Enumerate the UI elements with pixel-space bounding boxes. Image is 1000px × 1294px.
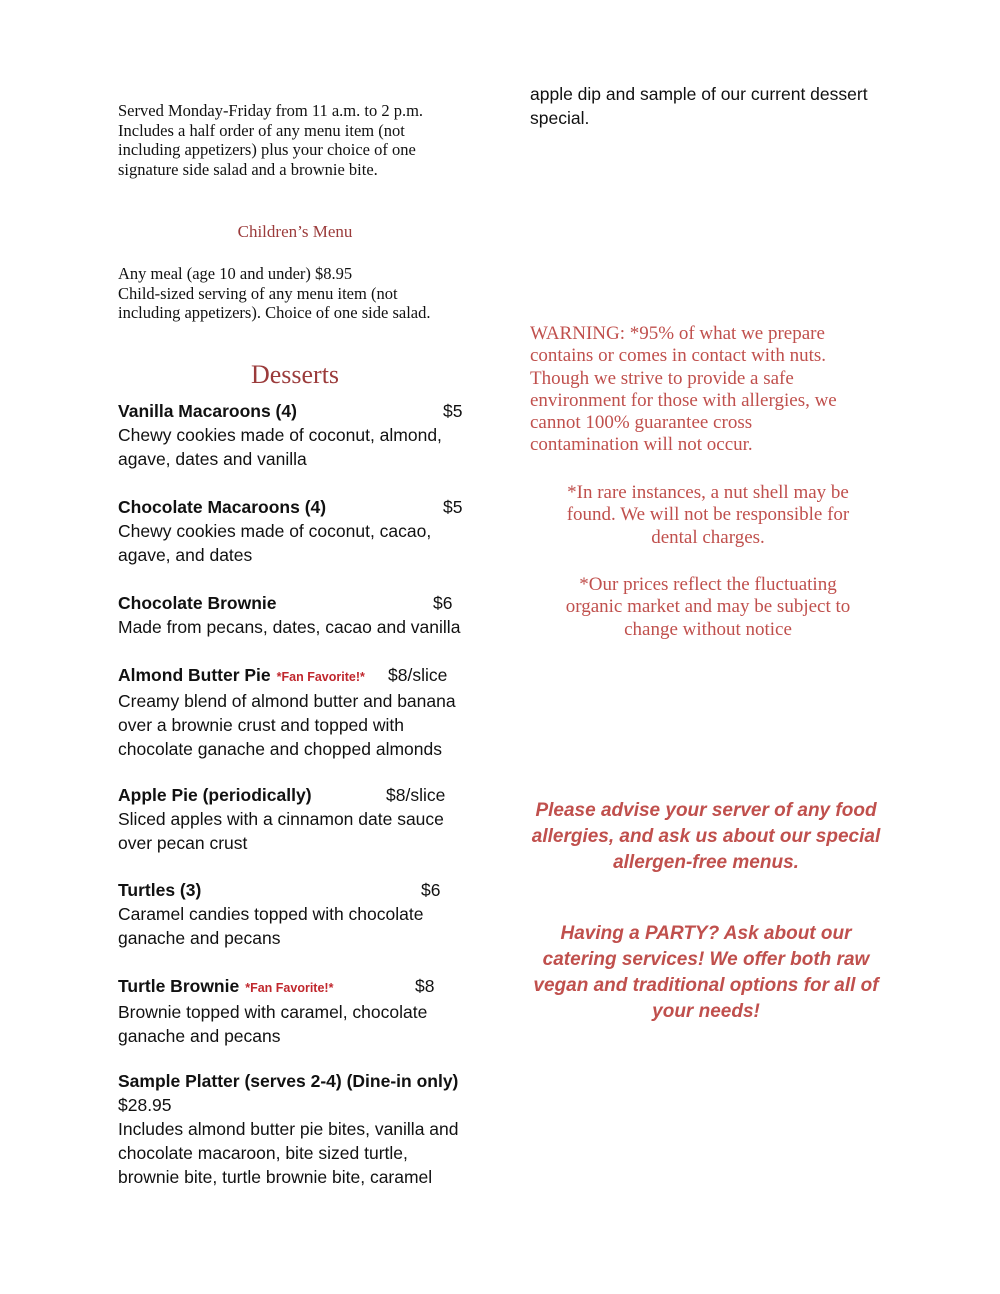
item-name: Chocolate Macaroons (4) <box>118 497 327 517</box>
lunch-line: Includes a half order of any menu item (not <box>118 120 405 140</box>
warning-line: Though we strive to provide a safe <box>530 367 794 389</box>
warning-line: contamination will not occur. <box>530 434 753 456</box>
children-line: Child-sized serving of any menu item (not <box>118 283 398 303</box>
desserts-heading: Desserts <box>250 360 340 389</box>
dessert-item-chocolate-macaroons <box>118 495 478 567</box>
nut-shell-note <box>527 482 889 549</box>
item-desc-line: Brownie topped with caramel, chocolate <box>118 1002 428 1022</box>
advise-line: allergen-free menus. <box>613 852 799 873</box>
warning-line: cannot 100% guarantee cross <box>530 412 753 434</box>
item-name: Sample Platter (serves 2-4) (Dine-in only) <box>118 1071 459 1091</box>
item-desc-line: chocolate ganache and chopped almonds <box>118 739 442 759</box>
warning-line: environment for those with allergies, we <box>530 389 837 411</box>
item-desc-line: Includes almond butter pie bites, vanilla and <box>118 1119 459 1139</box>
item-price: $28.95 <box>118 1095 172 1115</box>
item-name: Chocolate Brownie <box>118 593 277 613</box>
item-desc-line: chocolate macaroon, bite sized turtle, <box>118 1143 408 1163</box>
continued-line: special. <box>530 108 590 128</box>
note-line: *Our prices reflect the fluctuating <box>579 574 837 595</box>
sample-platter-continued <box>530 82 900 130</box>
note-line: found. We will not be responsible for <box>566 504 850 526</box>
childrens-menu-text <box>118 264 488 323</box>
note-line: dental charges. <box>651 526 765 548</box>
item-desc-line: ganache and pecans <box>118 1026 281 1046</box>
warning-line: WARNING: *95% of what we prepare <box>530 323 825 344</box>
lunch-line: signature side salad and a brownie bite. <box>118 159 378 179</box>
item-desc-line: Sliced apples with a cinnamon date sauce <box>118 809 444 829</box>
dessert-item-turtles <box>118 878 478 950</box>
children-line: including appetizers). Choice of one side salad. <box>118 303 431 322</box>
dessert-item-almond-butter-pie <box>118 663 478 761</box>
dessert-item-apple-pie <box>118 783 478 855</box>
note-line: organic market and may be subject to <box>565 596 851 618</box>
item-desc-line: Chewy cookies made of coconut, almond, <box>118 425 442 445</box>
item-desc-line: ganache and pecans <box>118 928 281 948</box>
item-price: $5 <box>443 401 463 421</box>
dessert-item-chocolate-brownie <box>118 591 478 639</box>
party-line: your needs! <box>652 1001 760 1022</box>
item-price: $6 <box>421 880 441 900</box>
lunch-description <box>118 101 478 179</box>
note-line: change without notice <box>624 618 792 640</box>
party-line: Having a PARTY? Ask about our <box>560 923 852 944</box>
warning-line: contains or comes in contact with nuts. <box>530 345 827 367</box>
item-name: Apple Pie (periodically) <box>118 785 312 805</box>
dessert-item-turtle-brownie <box>118 974 478 1048</box>
item-desc-line: over a brownie crust and topped with <box>118 715 404 735</box>
lunch-line: including appetizers) plus your choice of one <box>118 140 416 159</box>
item-price: $8/slice <box>386 785 446 805</box>
prices-note <box>527 574 889 641</box>
item-desc-line: Chewy cookies made of coconut, cacao, <box>118 521 432 541</box>
fan-favorite-badge: *Fan Favorite!* <box>245 981 334 995</box>
item-name: Turtle Brownie <box>118 976 240 996</box>
advise-line: allergies, and ask us about our special <box>531 826 881 847</box>
item-name: Turtles (3) <box>118 880 202 900</box>
item-price: $8/slice <box>388 665 448 685</box>
item-name: Almond Butter Pie <box>118 665 271 685</box>
children-line: Any meal (age 10 and under) $8.95 <box>118 264 353 283</box>
allergy-advisory <box>530 798 882 876</box>
item-name: Vanilla Macaroons (4) <box>118 401 297 421</box>
childrens-menu-heading: Children’s Menu <box>237 222 353 241</box>
item-desc-line: brownie bite, turtle brownie bite, caramel <box>118 1167 433 1187</box>
item-price: $5 <box>443 497 463 517</box>
dessert-item-vanilla-macaroons <box>118 399 478 471</box>
nut-warning <box>530 323 890 457</box>
item-desc-line: agave, and dates <box>118 545 253 565</box>
party-catering-note <box>530 921 882 1025</box>
dessert-item-sample-platter <box>118 1069 488 1189</box>
item-price: $6 <box>433 593 453 613</box>
fan-favorite-badge: *Fan Favorite!* <box>276 670 365 684</box>
item-desc-line: over pecan crust <box>118 833 248 853</box>
item-desc-line: Creamy blend of almond butter and banana <box>118 691 456 711</box>
continued-line: apple dip and sample of our current dessert <box>530 84 868 104</box>
item-price: $8 <box>415 976 435 996</box>
item-desc-line: Caramel candies topped with chocolate <box>118 904 424 924</box>
item-desc-line: agave, dates and vanilla <box>118 449 307 469</box>
party-line: catering services! We offer both raw <box>542 949 870 970</box>
lunch-line: Served Monday-Friday from 11 a.m. to 2 p.m. <box>118 101 424 120</box>
advise-line: Please advise your server of any food <box>535 800 877 821</box>
item-desc-line: Made from pecans, dates, cacao and vanilla <box>118 617 461 637</box>
note-line: *In rare instances, a nut shell may be <box>567 482 849 503</box>
party-line: vegan and traditional options for all of <box>533 975 879 996</box>
